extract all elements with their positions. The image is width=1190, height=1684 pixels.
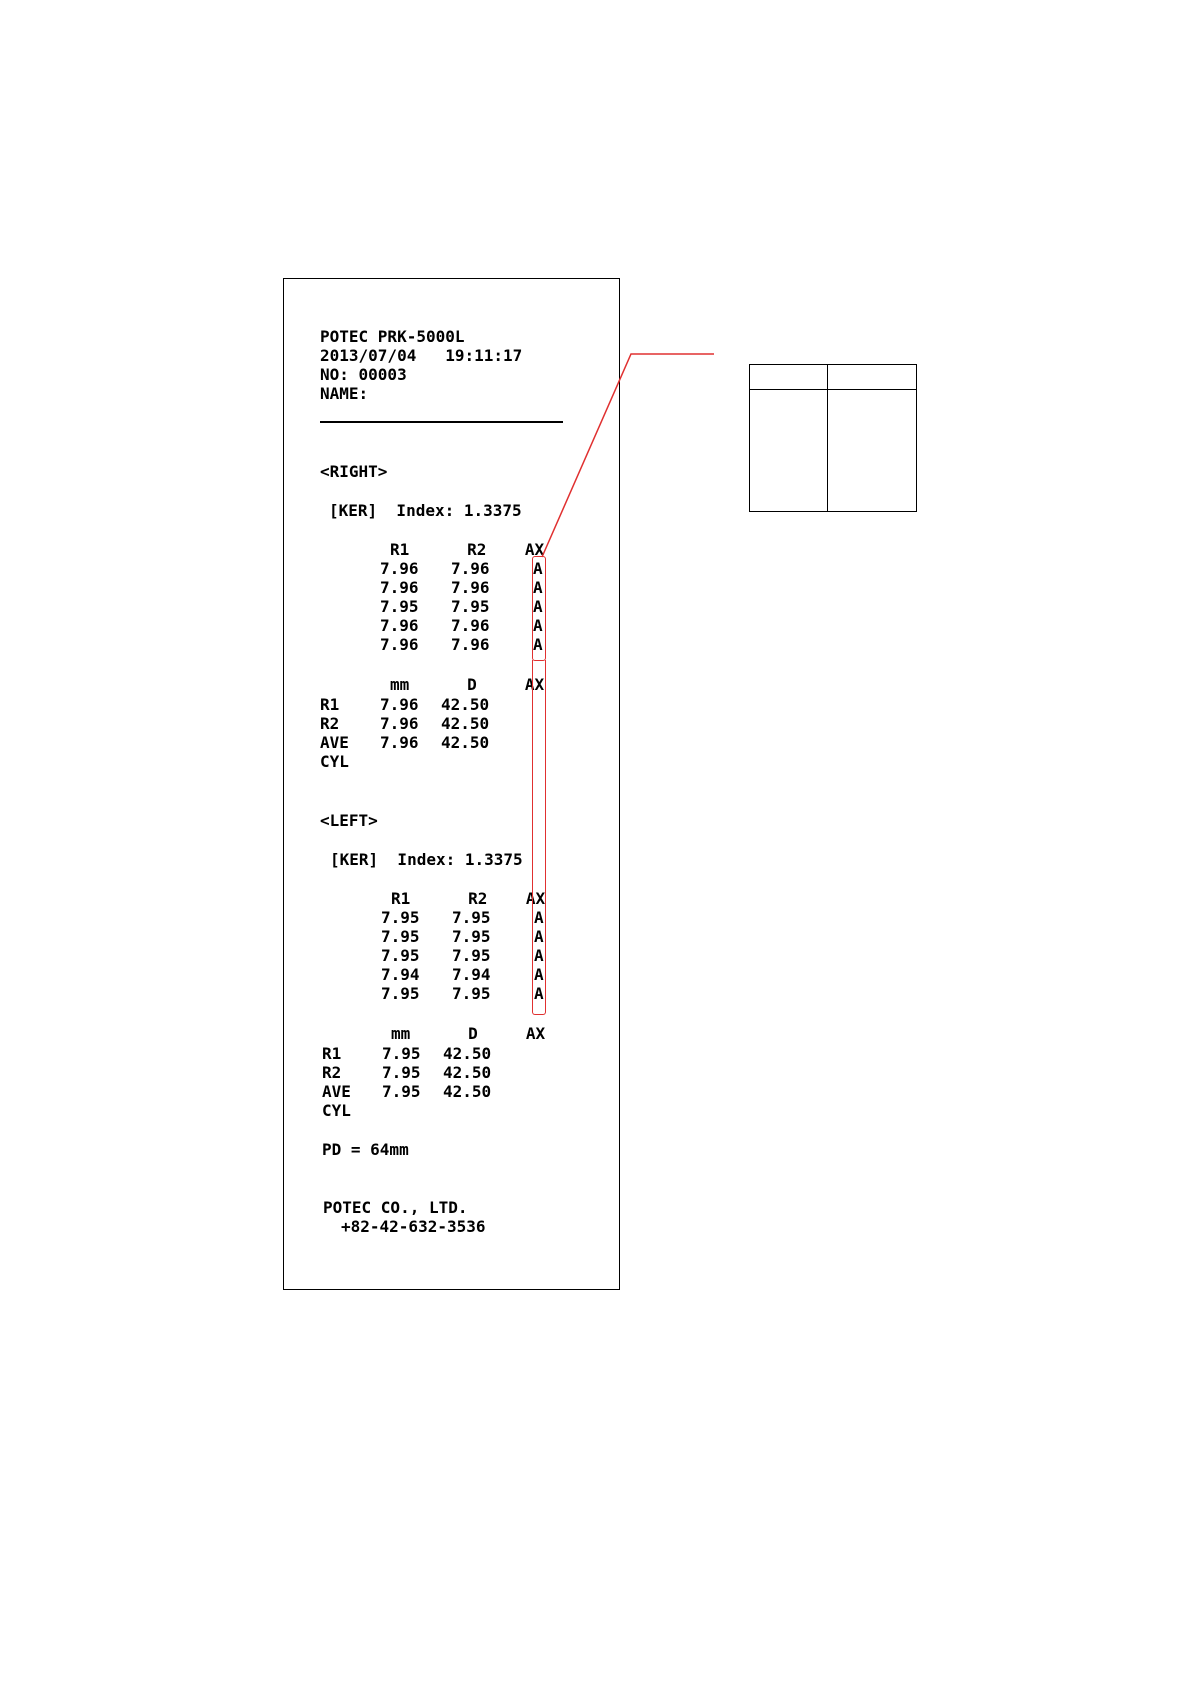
left-reading-ax: A	[534, 946, 544, 965]
right-summary-mm: 7.96	[380, 733, 419, 752]
right-summary-d: 42.50	[441, 695, 490, 714]
left-reading-r1: 7.94	[381, 965, 420, 984]
left-summary-mm: 7.95	[382, 1063, 421, 1082]
table-header-cell	[828, 365, 917, 390]
left-reading-ax: A	[534, 927, 544, 946]
right-summary-mm: 7.96	[380, 714, 419, 733]
right-summary-d: 42.50	[441, 733, 490, 752]
right-summary-label: CYL	[320, 752, 349, 771]
right-reading-r2: 7.96	[451, 616, 490, 635]
right-reading-r2: 7.96	[451, 578, 490, 597]
left-summary-mm: 7.95	[382, 1044, 421, 1063]
right-reading-r1: 7.96	[380, 635, 419, 654]
left-reading-r2: 7.94	[452, 965, 491, 984]
left-section-title: <LEFT>	[320, 811, 378, 830]
left-summary-headers: mm D AX	[391, 1024, 546, 1043]
right-reading-r1: 7.96	[380, 559, 419, 578]
left-reading-r1: 7.95	[381, 908, 420, 927]
left-summary-d: 42.50	[443, 1082, 492, 1101]
left-reading-ax: A	[534, 984, 544, 1003]
left-reading-r2: 7.95	[452, 927, 491, 946]
left-summary-label: R1	[322, 1044, 342, 1063]
right-reading-r2: 7.96	[451, 635, 490, 654]
right-reading-ax: A	[533, 578, 543, 597]
left-reading-r1: 7.95	[381, 927, 420, 946]
record-number: NO: 00003	[320, 365, 407, 384]
right-column-headers: R1 R2 AX	[390, 540, 545, 559]
left-reading-r2: 7.95	[452, 984, 491, 1003]
name-label: NAME:	[320, 384, 369, 403]
right-summary-d: 42.50	[441, 714, 490, 733]
left-ker-index: [KER] Index: 1.3375	[330, 850, 523, 869]
table-header-cell	[750, 365, 828, 390]
left-summary-mm: 7.95	[382, 1082, 421, 1101]
callout-table	[749, 364, 917, 512]
right-section-title: <RIGHT>	[320, 462, 388, 481]
left-summary-label: AVE	[322, 1082, 351, 1101]
left-reading-ax: A	[534, 908, 544, 927]
table-cell	[750, 390, 828, 512]
left-reading-r1: 7.95	[381, 946, 420, 965]
right-reading-r2: 7.96	[451, 559, 490, 578]
right-reading-ax: A	[533, 616, 543, 635]
company-name: POTEC CO., LTD.	[323, 1198, 468, 1217]
left-summary-label: CYL	[322, 1101, 351, 1120]
table-cell	[828, 390, 917, 512]
left-column-headers: R1 R2 AX	[391, 889, 546, 908]
model-name: POTEC PRK-5000L	[320, 327, 465, 346]
right-ker-index: [KER] Index: 1.3375	[329, 501, 522, 520]
right-summary-label: R2	[320, 714, 340, 733]
pupillary-distance: PD = 64mm	[322, 1140, 409, 1159]
right-reading-r1: 7.96	[380, 578, 419, 597]
right-reading-r1: 7.96	[380, 616, 419, 635]
right-reading-ax: A	[533, 597, 543, 616]
right-summary-label: R1	[320, 695, 340, 714]
left-summary-label: R2	[322, 1063, 342, 1082]
left-summary-d: 42.50	[443, 1063, 492, 1082]
right-summary-headers: mm D AX	[390, 675, 545, 694]
right-reading-r2: 7.95	[451, 597, 490, 616]
right-summary-mm: 7.96	[380, 695, 419, 714]
datetime: 2013/07/04 19:11:17	[320, 346, 523, 365]
left-summary-d: 42.50	[443, 1044, 492, 1063]
left-reading-r2: 7.95	[452, 946, 491, 965]
left-reading-r2: 7.95	[452, 908, 491, 927]
right-reading-ax: A	[533, 559, 543, 578]
right-reading-ax: A	[533, 635, 543, 654]
right-summary-label: AVE	[320, 733, 349, 752]
company-phone: +82-42-632-3536	[341, 1217, 486, 1236]
right-reading-r1: 7.95	[380, 597, 419, 616]
left-reading-r1: 7.95	[381, 984, 420, 1003]
left-reading-ax: A	[534, 965, 544, 984]
